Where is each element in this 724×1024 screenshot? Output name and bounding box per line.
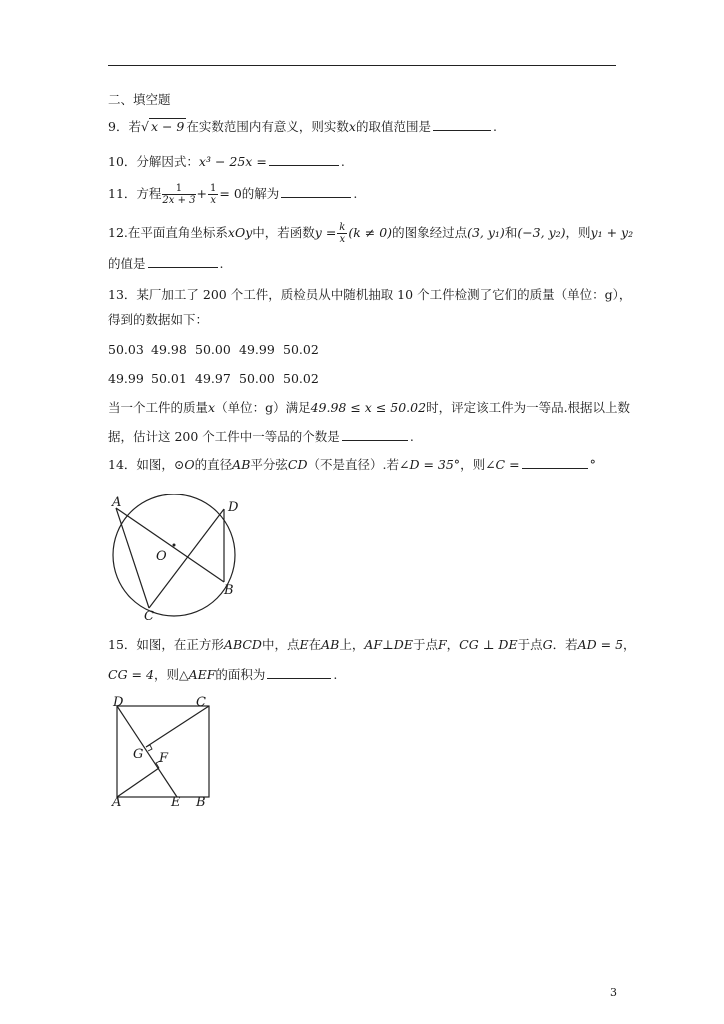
q14-text-c: 平分弦 [250,457,288,472]
q9-number: 9． [108,119,129,134]
q12-cond: (k ≠ 0) [348,225,393,240]
q13-var: x [208,400,216,415]
label-d: D [228,500,239,515]
label-a: A [112,795,122,810]
label-b: B [224,583,234,598]
answer-blank-14[interactable] [522,456,588,469]
q15-e: E [299,637,309,652]
data-value: 50.02 [283,342,319,357]
q10-pre: 分解因式： [136,154,199,169]
q12-sum: y₁ + y₂ [590,225,634,240]
question-13-line-4 [108,428,414,445]
question-13-line-1: 13．某厂加工了 200 个工件，质检员从中随机抽取 10 个工件检测了它们的质量（单位：g）， [108,287,632,302]
q14-ab: AB [232,457,251,472]
data-value: 49.99 [239,342,275,357]
label-c: C [144,609,154,624]
square-figure [104,694,224,812]
q15-ad: AD = 5 [577,637,624,652]
q15-text-d: 上， [339,637,365,652]
q9-pre: 若 [128,119,141,134]
label-d: D [113,695,124,710]
label-e: E [171,795,181,810]
question-15-line-2 [108,666,337,683]
q14-angle-c: ∠C = [485,457,520,472]
data-value: 50.00 [195,342,231,357]
q12-text-e: 的值是 [108,256,146,271]
question-13-line-2: 得到的数据如下： [108,312,209,327]
q15-text-g: 于点 [517,637,543,652]
q15-text-a: 如图，在正方形 [136,637,224,652]
center-point [173,544,176,547]
q12-text-b: 中，若函数 [252,225,315,240]
question-12-line-1 [108,222,633,245]
question-12-line-2 [108,255,224,272]
answer-blank-13[interactable] [342,428,408,441]
q12-text-c: 的图象经过点 [392,225,468,240]
q15-text-j: ，则 [153,667,179,682]
data-value: 49.97 [195,371,231,386]
label-b: B [196,795,206,810]
data-row-1 [108,342,319,358]
section-title: 二、填空题 [108,92,171,107]
q13-end: . [409,429,414,444]
answer-blank-15[interactable] [267,666,331,679]
q15-text-f: ， [446,637,460,652]
segment-af [117,768,159,797]
q11-plus: + [196,186,208,201]
q12-point-1: (3, y₁) [467,225,505,240]
q15-text-i: ， [623,637,636,652]
q10-expr: x³ − 25x = [198,154,267,169]
q15-text-e: 于点 [412,637,438,652]
data-value: 50.00 [239,371,275,386]
answer-blank-9[interactable] [433,118,491,131]
q12-coord: xOy [227,225,253,240]
data-value: 49.99 [108,371,144,386]
q12-end: . [219,256,224,271]
q12-number: 12. [108,225,128,240]
q14-end: ° [589,457,596,472]
q15-f: F [437,637,447,652]
q14-text-e: ，则 [460,457,486,472]
q13-text-c: 时，评定该工件为一等品.根据以上数 [426,400,631,415]
data-value: 50.03 [108,342,144,357]
q12-and: 和 [504,225,518,240]
answer-blank-11[interactable] [281,185,351,198]
q9-var: x [348,119,356,134]
q15-ab: AB [321,637,340,652]
q15-text-h: ．若 [552,637,578,652]
q9-mid: 在实数范围内有意义，则实数 [186,119,349,134]
label-f: F [159,751,169,766]
q10-number: 10． [108,154,137,169]
data-value: 50.01 [151,371,187,386]
answer-blank-10[interactable] [269,153,339,166]
data-value: 50.02 [283,371,319,386]
q11-eq: = 0 [219,186,242,201]
q9-end: . [492,119,497,134]
q9-radical: √ x − 9 [140,119,185,134]
q13-text-d: 据，估计这 200 个工件中一等品的个数是 [108,429,340,444]
q11-end: . [353,186,358,201]
chord-ac [116,508,149,608]
q15-square: ABCD [223,637,262,652]
q12-fraction: $\frac{k}{x}$ [339,222,346,245]
q14-angle-d: ∠D = 35° [398,457,461,472]
circle-figure [104,494,254,624]
q12-func: y = [314,225,337,240]
label-g: G [133,747,144,762]
q15-af-perp: AF⊥DE [364,637,413,652]
q12-text-d: ，则 [565,225,591,240]
q15-end: . [333,667,338,682]
q14-cd: CD [287,457,308,472]
q10-end: . [340,154,345,169]
segment-cg [146,706,209,747]
q14-text-a: 如图， [136,457,174,472]
label-c: C [196,695,206,710]
q14-circle: ⊙O [173,457,195,472]
q15-text-b: 中，点 [261,637,300,652]
label-o: O [156,549,167,564]
question-10 [108,153,345,170]
q15-cg: CG = 4 [108,667,154,682]
q13-inequality: 49.98 ≤ x ≤ 50.02 [310,400,427,415]
q15-number: 15． [108,637,137,652]
q11-post: 的解为 [241,186,280,201]
q11-number: 11． [108,186,137,201]
q9-post: 的取值范围是 [355,119,431,134]
page-number: 3 [610,986,617,999]
answer-blank-12[interactable] [148,255,218,268]
q15-cg-perp: CG ⊥ DE [459,637,518,652]
question-11 [108,183,357,206]
question-15-line-1 [108,637,636,653]
data-value: 49.98 [151,342,187,357]
header-rule [108,65,616,66]
diameter-ab [116,508,224,582]
data-row-2 [108,371,319,387]
q15-text-k: 的面积为 [215,667,266,682]
q13-text-b: （单位：g）满足 [215,400,311,415]
label-a: A [112,495,122,510]
q11-fraction-2: $\frac{1}{x}$ [210,183,217,206]
q14-text-b: 的直径 [194,457,233,472]
q11-pre: 方程 [136,186,162,201]
question-9 [108,118,497,135]
q14-number: 14． [108,457,137,472]
q11-fraction-1: $\frac{1}{2x + 3}$ [162,183,196,206]
q13-text-a: 当一个工件的质量 [108,400,209,415]
q15-g: G [542,637,553,652]
q14-text-d: （不是直径）.若 [307,457,399,472]
question-14 [108,456,596,473]
q15-triangle: △AEF [178,667,216,682]
q15-text-c: 在 [308,637,322,652]
q9-radicand: x − 9 [150,119,185,134]
q12-point-2: (−3, y₂) [517,225,566,240]
q12-text-a: 在平面直角坐标系 [127,225,228,240]
question-13-line-3 [108,400,630,416]
